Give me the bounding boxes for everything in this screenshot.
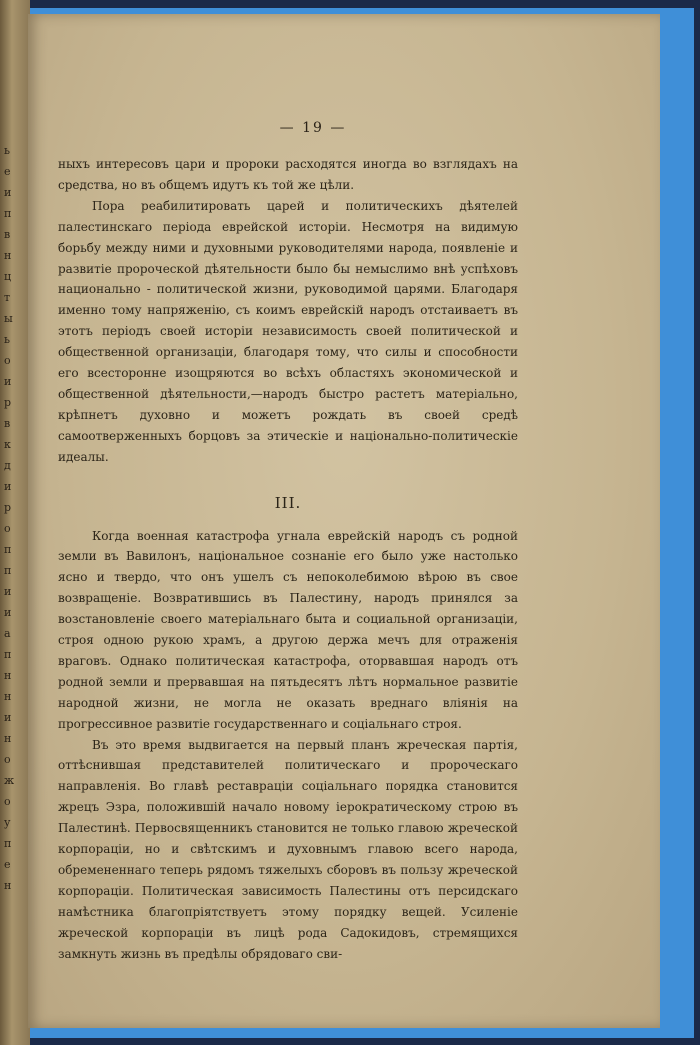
facing-page-text: ь е и п в н ц т ы ь о и р в к д и р о п п и и а п н н и н о ж о у п е н bbox=[4, 144, 15, 892]
paragraph-continuation: ныхъ интересовъ цари и пророки расходятся иногда во взглядахъ на средства, но въ общемъ идутъ къ той же цѣли. bbox=[58, 157, 518, 192]
page-text bbox=[58, 154, 518, 965]
paragraph: Когда военная катастрофа угнала еврейскій народъ съ родной земли въ Вавилонъ, національное сознаніе его было уже настолько ясно и твердо, что онъ ушелъ съ непоколебимою вѣрою въ свое возвращеніе. Возвратившись въ Палестину, народъ принялся за возстановленіе своего матеріальнаго быта и социальной организаціи, строя одною рукою храмъ, а другою держа мечъ для отраженія враговъ. Однако политическая катастрофа, оторвавшая народъ отъ родной земли и прервавшая на пятьдесятъ лѣтъ нормальное развитіе народной жизни, не могла не оказать вреднаго вліянія на прогрессивное развитіе государственнаго и соціальнаго строя. bbox=[58, 528, 518, 731]
page-number: — 19 — bbox=[279, 120, 347, 136]
paragraph: Въ это время выдвигается на первый планъ жреческая партія, оттѣснившая представителей политическаго и пророческаго направленія. Во главѣ реставраціи соціальнаго порядка становится жрецъ Эзра, положившій начало новому іерократическому строю въ Палестинѣ. Первосвященникъ становится не только главою жреческой корпораціи, но и свѣтскимъ и духовнымъ главою всего народа, обремененнаго теперь рядомъ тяжелыхъ сборовъ въ пользу жреческой корпораціи. Политическая зависимость Палестины отъ персидскаго намѣстника благопріятствуетъ этому порядку вещей. Усиленіе жреческой корпораціи въ лицѣ рода Садокидовъ, стремящихся замкнуть жизнь въ предѣлы обрядоваго сви- bbox=[58, 737, 518, 961]
facing-page-edge bbox=[0, 0, 30, 1045]
section-heading: III. bbox=[274, 493, 302, 512]
paragraph: Пора реабилитировать царей и политическихъ дѣятелей палестинскаго періода еврейской исторіи. Несмотря на видимую борьбу между ними и духовными руководителями народа, появленіе и развитіе пророческой дѣятельности было бы немыслимо внѣ успѣховъ национально - политической жизни, руководимой царями. Благодаря именно тому напряженію, съ коимъ еврейскій народъ отстаиваетъ въ этотъ періодъ своей исторіи независимость своей политической и общественной организаціи, благодаря тому, что силы и способности его всесторонне изощряются во всѣхъ областяхъ экономической и общественной дѣятельности,—народъ быстро растетъ матеріально, крѣпнетъ духовно и можетъ рождать въ своей средѣ самоотверженныхъ борцовъ за этическіе и національно-политическіе идеалы. bbox=[58, 198, 518, 464]
book-page bbox=[28, 14, 660, 1028]
